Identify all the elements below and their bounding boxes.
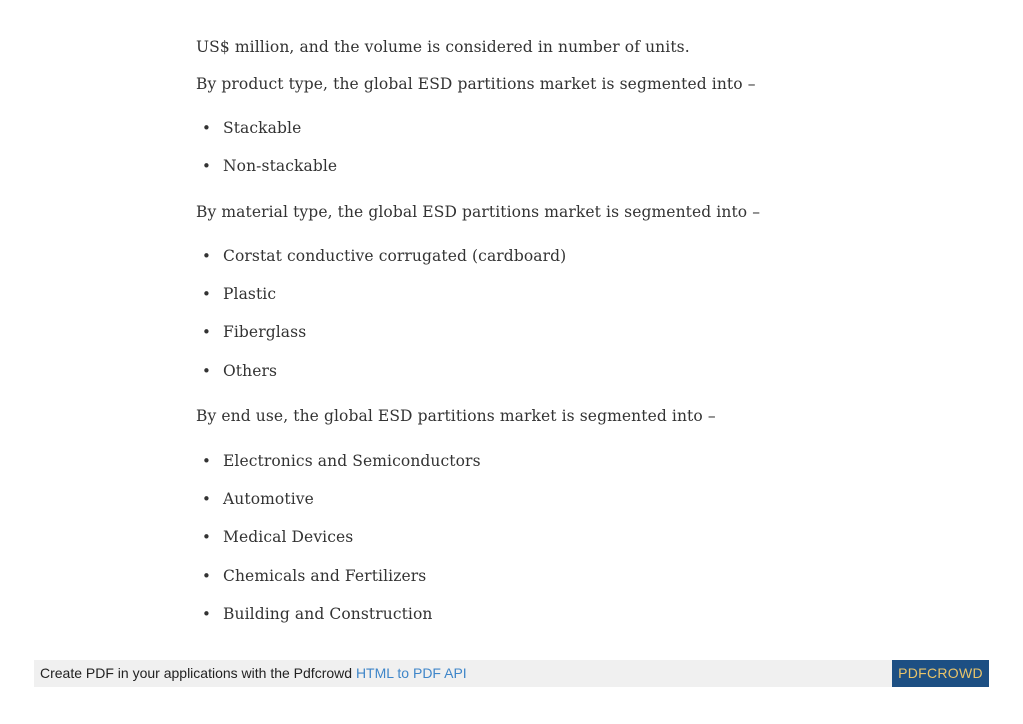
list-item-label: Plastic: [223, 285, 277, 303]
pdfcrowd-footer: [34, 660, 989, 687]
list-item-label: Electronics and Semiconductors: [223, 452, 481, 470]
list-item-label: Non-stackable: [223, 157, 338, 175]
bullet-icon: •: [202, 605, 211, 623]
pdfcrowd-logo-button[interactable]: PDFCROWD: [892, 660, 989, 687]
intro-paragraph: US$ million, and the volume is considered in number of units.: [196, 38, 690, 56]
list-item-label: Stackable: [223, 119, 302, 137]
bullet-icon: •: [202, 452, 211, 470]
list-item-label: Fiberglass: [223, 323, 307, 341]
footer-text: [40, 665, 467, 681]
bullet-icon: •: [202, 567, 211, 585]
product-type-heading: By product type, the global ESD partitions market is segmented into –: [196, 75, 756, 93]
list-item-label: Corstat conductive corrugated (cardboard): [223, 247, 567, 265]
end-use-heading: By end use, the global ESD partitions market is segmented into –: [196, 407, 716, 425]
bullet-icon: •: [202, 362, 211, 380]
bullet-icon: •: [202, 285, 211, 303]
list-item-label: Medical Devices: [223, 528, 354, 546]
html-to-pdf-api-link[interactable]: HTML to PDF API: [355, 665, 467, 681]
list-item-label: Chemicals and Fertilizers: [223, 567, 427, 585]
list-item-label: Automotive: [223, 490, 314, 508]
footer-prefix: Create PDF in your applications with the Pdfcrowd: [40, 665, 356, 681]
bullet-icon: •: [202, 323, 211, 341]
bullet-icon: •: [202, 119, 211, 137]
list-item-label: Building and Construction: [223, 605, 433, 623]
bullet-icon: •: [202, 157, 211, 175]
list-item-label: Others: [223, 362, 278, 380]
material-type-heading: By material type, the global ESD partitions market is segmented into –: [196, 203, 761, 221]
bullet-icon: •: [202, 247, 211, 265]
bullet-icon: •: [202, 528, 211, 546]
bullet-icon: •: [202, 490, 211, 508]
